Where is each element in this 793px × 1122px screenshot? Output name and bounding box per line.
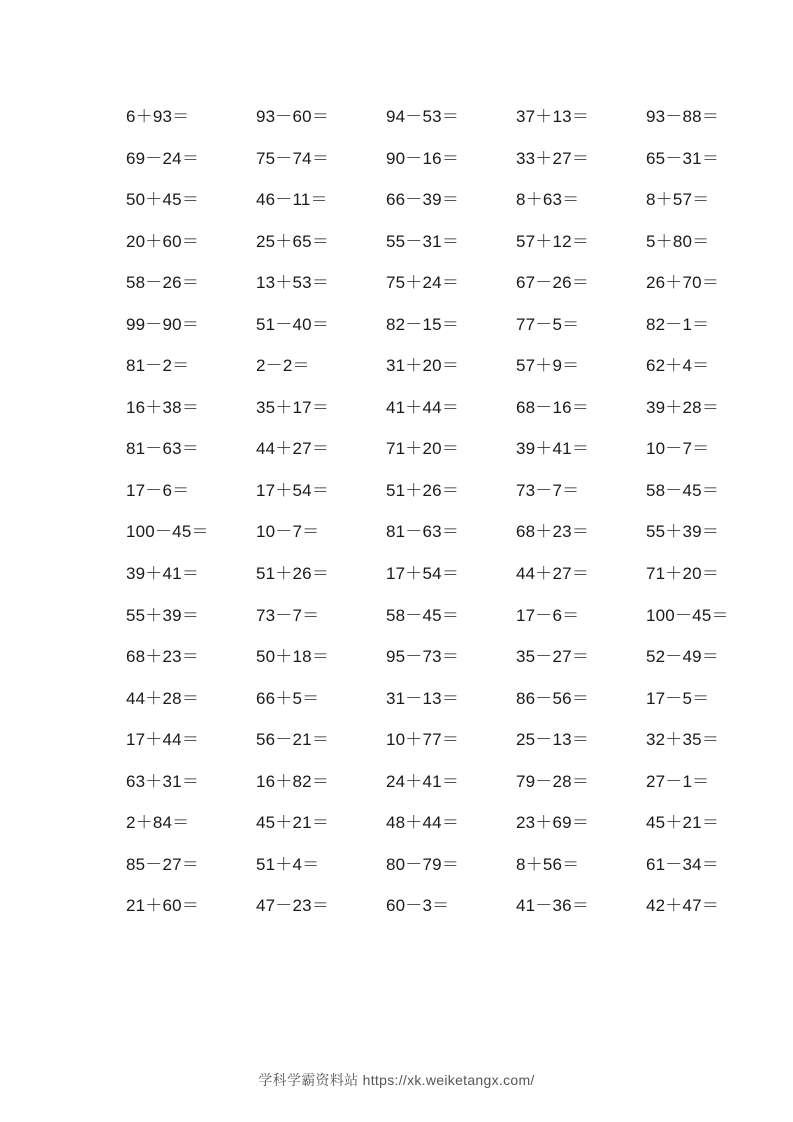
problem-r1-c2: 93－60＝ — [256, 107, 330, 126]
problem-r14-c5: 52－49＝ — [646, 647, 720, 667]
problem-r7-c3: 31＋20＝ — [386, 356, 460, 376]
problem-r8-c2: 35＋17＝ — [256, 397, 330, 417]
problem-r6-c1: 99－90＝ — [126, 314, 200, 334]
problem-r4-c1: 20＋60＝ — [126, 231, 200, 251]
problem-r7-c5: 62＋4＝ — [646, 356, 710, 376]
problem-r20-c2: 47－23＝ — [256, 896, 330, 916]
problem-r2-c5: 65－31＝ — [646, 148, 720, 168]
problem-r5-c3: 75＋24＝ — [386, 273, 460, 293]
problem-r18-c2: 45＋21＝ — [256, 813, 330, 833]
problem-r7-c1: 81－2＝ — [126, 356, 190, 376]
problem-r8-c3: 41＋44＝ — [386, 397, 460, 417]
problem-r10-c2: 17＋54＝ — [256, 480, 330, 500]
problem-r18-c1: 2＋84＝ — [126, 813, 190, 833]
problem-r14-c1: 68＋23＝ — [126, 647, 200, 667]
problem-r5-c5: 26＋70＝ — [646, 273, 720, 293]
problem-r13-c5: 100－45＝ — [646, 605, 729, 625]
problem-r8-c5: 39＋28＝ — [646, 397, 720, 417]
problem-r18-c4: 23＋69＝ — [516, 813, 590, 833]
problem-r4-c4: 57＋12＝ — [516, 231, 590, 251]
problem-r10-c3: 51＋26＝ — [386, 480, 460, 500]
problem-r14-c4: 35－27＝ — [516, 647, 590, 667]
problem-r18-c3: 48＋44＝ — [386, 813, 460, 833]
problem-r3-c5: 8＋57＝ — [646, 190, 710, 210]
problem-r9-c1: 81－63＝ — [126, 439, 200, 459]
problem-r16-c4: 25－13＝ — [516, 730, 590, 750]
problem-r20-c1: 21＋60＝ — [126, 896, 200, 916]
problem-r10-c5: 58－45＝ — [646, 480, 720, 500]
problem-r2-c3: 90－16＝ — [386, 148, 460, 168]
problem-r17-c5: 27－1＝ — [646, 771, 710, 791]
problem-r17-c1: 63＋31＝ — [126, 771, 200, 791]
problem-r19-c4: 8＋56＝ — [516, 854, 580, 874]
problem-r15-c4: 86－56＝ — [516, 688, 590, 708]
problem-r15-c1: 44＋28＝ — [126, 688, 200, 708]
problem-r16-c1: 17＋44＝ — [126, 730, 200, 750]
problem-r7-c2: 2－2＝ — [256, 356, 310, 376]
problem-r18-c5: 45＋21＝ — [646, 813, 720, 833]
problem-r6-c4: 77－5＝ — [516, 314, 580, 334]
footer-source-text: 学科学霸资料站 https://xk.weiketangx.com/ — [258, 1072, 535, 1088]
problem-r12-c4: 44＋27＝ — [516, 564, 590, 584]
problem-r11-c1: 100－45＝ — [126, 522, 209, 542]
problem-r6-c2: 51－40＝ — [256, 314, 330, 334]
problem-r13-c3: 58－45＝ — [386, 605, 460, 625]
problem-r12-c3: 17＋54＝ — [386, 564, 460, 584]
problem-r5-c4: 67－26＝ — [516, 273, 590, 293]
problem-r10-c1: 17－6＝ — [126, 480, 190, 500]
problem-r15-c2: 66＋5＝ — [256, 688, 320, 708]
problem-r17-c2: 16＋82＝ — [256, 771, 330, 791]
problem-r11-c5: 55＋39＝ — [646, 522, 720, 542]
problem-r2-c1: 69－24＝ — [126, 148, 200, 168]
problem-r3-c4: 8＋63＝ — [516, 190, 580, 210]
problem-r5-c2: 13＋53＝ — [256, 273, 330, 293]
problem-r9-c3: 71＋20＝ — [386, 439, 460, 459]
problem-r3-c2: 46－11＝ — [256, 190, 328, 210]
problem-r9-c2: 44＋27＝ — [256, 439, 330, 459]
problem-r1-c3: 94－53＝ — [386, 107, 460, 126]
problem-r13-c1: 55＋39＝ — [126, 605, 200, 625]
problem-r5-c1: 58－26＝ — [126, 273, 200, 293]
problem-r16-c5: 32＋35＝ — [646, 730, 720, 750]
problem-r3-c1: 50＋45＝ — [126, 190, 200, 210]
problem-r3-c3: 66－39＝ — [386, 190, 460, 210]
problem-r12-c5: 71＋20＝ — [646, 564, 720, 584]
problem-r2-c4: 33＋27＝ — [516, 148, 590, 168]
problem-grid — [126, 105, 766, 936]
problem-r1-c5: 93－88＝ — [646, 107, 720, 126]
problem-r7-c4: 57＋9＝ — [516, 356, 580, 376]
problem-r1-c4: 37＋13＝ — [516, 107, 590, 126]
problem-r12-c2: 51＋26＝ — [256, 564, 330, 584]
problem-r19-c1: 85－27＝ — [126, 854, 200, 874]
problem-r19-c5: 61－34＝ — [646, 854, 720, 874]
problem-r11-c3: 81－63＝ — [386, 522, 460, 542]
problem-r19-c3: 80－79＝ — [386, 854, 460, 874]
problem-r15-c3: 31－13＝ — [386, 688, 460, 708]
problem-r14-c2: 50＋18＝ — [256, 647, 330, 667]
problem-r2-c2: 75－74＝ — [256, 148, 330, 168]
problem-r6-c5: 82－1＝ — [646, 314, 710, 334]
problem-r20-c5: 42＋47＝ — [646, 896, 720, 916]
problem-r13-c4: 17－6＝ — [516, 605, 580, 625]
problem-r20-c4: 41－36＝ — [516, 896, 590, 916]
problem-r11-c4: 68＋23＝ — [516, 522, 590, 542]
problem-r19-c2: 51＋4＝ — [256, 854, 320, 874]
problem-r15-c5: 17－5＝ — [646, 688, 710, 708]
problem-r14-c3: 95－73＝ — [386, 647, 460, 667]
problem-r6-c3: 82－15＝ — [386, 314, 460, 334]
problem-r9-c4: 39＋41＝ — [516, 439, 590, 459]
problem-r10-c4: 73－7＝ — [516, 480, 580, 500]
problem-r11-c2: 10－7＝ — [256, 522, 320, 542]
problem-r20-c3: 60－3＝ — [386, 896, 450, 916]
problem-r8-c1: 16＋38＝ — [126, 397, 200, 417]
problem-r9-c5: 10－7＝ — [646, 439, 710, 459]
problem-r4-c3: 55－31＝ — [386, 231, 460, 251]
problem-r4-c2: 25＋65＝ — [256, 231, 330, 251]
problem-r17-c4: 79－28＝ — [516, 771, 590, 791]
problem-r8-c4: 68－16＝ — [516, 397, 590, 417]
problem-r16-c2: 56－21＝ — [256, 730, 330, 750]
problem-r4-c5: 5＋80＝ — [646, 231, 710, 251]
problem-r13-c2: 73－7＝ — [256, 605, 320, 625]
problem-r12-c1: 39＋41＝ — [126, 564, 200, 584]
problem-r17-c3: 24＋41＝ — [386, 771, 460, 791]
problem-r1-c1: 6＋93＝ — [126, 107, 190, 126]
problem-r16-c3: 10＋77＝ — [386, 730, 460, 750]
